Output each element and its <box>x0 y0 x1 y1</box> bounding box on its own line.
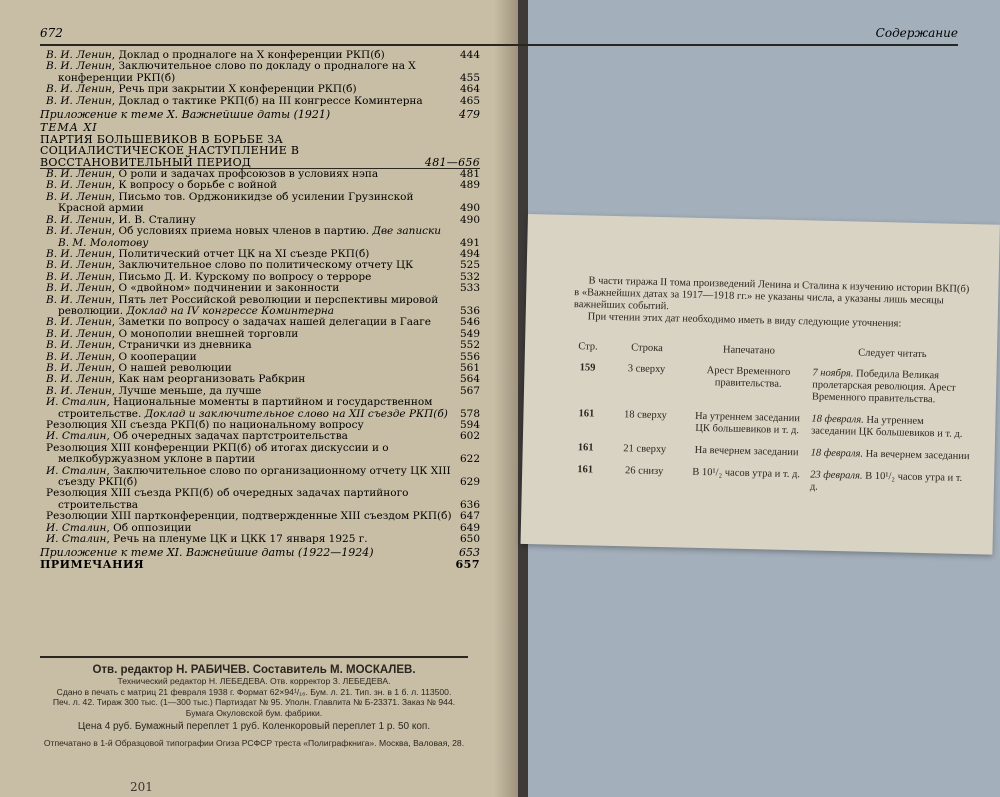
toc-author: В. И. Ленин <box>46 60 112 73</box>
toc-entry: В. И. Ленин, О нашей революции 561 <box>46 361 480 374</box>
toc-title: Об очередных задачах партстроительства <box>113 430 348 443</box>
toc-page: 464 <box>459 83 480 96</box>
toc-title: Резолюции XIII партконференции, подтвержденные XIII съездом РКП(б) <box>46 510 452 523</box>
colophon-price: Цена 4 руб. Бумажный переплет 1 руб. Коленкоровый переплет 1 р. 50 коп. <box>77 721 431 733</box>
toc-author: В. И. Ленин <box>46 94 112 107</box>
toc-author: В. И. Ленин <box>46 179 112 192</box>
errata-header-read: Следует читать <box>858 347 927 361</box>
errata-intro <box>574 275 975 332</box>
toc-author: И. Сталин <box>46 464 107 477</box>
toc-page: 629 <box>459 476 480 489</box>
toc-entry: В. И. Ленин, Об условиях приема новых членов в партию. Две записки В. М. Молотову 491 <box>46 225 480 249</box>
toc-page: 556 <box>459 350 480 363</box>
toc-author: В. И. Ленин <box>46 259 112 272</box>
toc-author: И. Сталин <box>46 396 107 409</box>
toc-title: О монополии внешней торговли <box>118 327 299 340</box>
bottom-page-number: 201 <box>130 780 153 794</box>
toc-title: Об оппозиции <box>113 521 192 534</box>
toc-notes: ПРИМЕЧАНИЯ <box>40 557 145 571</box>
toc-page: 481 <box>459 168 480 181</box>
toc-author: В. И. Ленин <box>46 225 112 238</box>
errata-read-text: На утреннем заседании ЦК большевиков и т. д. <box>811 414 963 440</box>
toc-title: О роли и задачах профсоюзов в условиях нэпа <box>118 168 379 181</box>
colophon-printer: Отпечатано в 1-й Образцовой типографии Огиза РСФСР треста «Полиграфкнига». Москва, Валовая, 28. <box>43 738 465 749</box>
running-title: Содержание <box>875 26 958 40</box>
toc-title: Заключительное слово по докладу о продналоге на X конференции РКП(б) <box>58 60 416 84</box>
toc-author: В. И. Ленин <box>46 270 112 283</box>
toc-entry: В. И. Ленин, Доклад о тактике РКП(б) на III конгрессе Коминтерна 465 <box>46 94 480 107</box>
toc-page: 561 <box>459 361 480 374</box>
toc-entry: В. И. Ленин, О роли и задачах профсоюзов в условиях нэпа 481 <box>46 168 480 181</box>
toc-author: В. И. Ленин <box>46 168 112 181</box>
toc-page: 525 <box>459 259 480 272</box>
toc-author: В. И. Ленин <box>46 49 112 61</box>
errata-read <box>808 464 972 502</box>
toc-page: 536 <box>459 304 480 317</box>
errata-rows <box>566 357 974 502</box>
toc-entry <box>40 488 480 511</box>
toc-subtitle: Две записки В. М. Молотову <box>58 225 442 249</box>
toc-author: В. И. Ленин <box>46 247 112 260</box>
errata-header-printed: Напечатано <box>722 344 776 357</box>
toc-entry: В. И. Ленин, Заметки по вопросу о задачах нашей делегации в Гааге 546 <box>46 316 480 329</box>
toc-entry: И. Сталин, Речь на пленуме ЦК и ЦКК 17 января 1925 г. 650 <box>46 533 480 546</box>
toc-entry: И. Сталин, Об очередных задачах партстроительства 602 <box>46 430 480 443</box>
toc-author: В. И. Ленин <box>46 293 112 306</box>
errata-header-page: Стр. <box>578 341 598 353</box>
toc-entry: В. И. Ленин, Письмо тов. Орджоникидзе об усилении Грузинской Красной армии 490 <box>46 190 480 215</box>
toc-title: Письмо тов. Орджоникидзе об усилении Грузинской Красной армии <box>58 190 414 215</box>
toc-page: 532 <box>459 270 480 283</box>
toc-page: 657 <box>455 557 480 571</box>
toc-entry: И. Сталин, Национальные моменты в партийном и государственном строительстве. Доклад и заключительное слово на XII съезде РКП(б) 578 <box>46 396 480 420</box>
toc-author: В. И. Ленин <box>46 373 112 386</box>
errata-page: 161 <box>577 442 594 454</box>
page-number: 672 <box>40 26 63 40</box>
toc-title: Речь на пленуме ЦК и ЦКК 17 января 1925 г. <box>113 533 368 546</box>
errata-read-text: На вечернем заседании <box>865 448 970 463</box>
toc-title: Резолюция XII съезда РКП(б) по национальному вопросу <box>46 419 364 431</box>
toc-author: В. И. Ленин <box>46 327 112 340</box>
toc-title: Письмо Д. И. Курскому по вопросу о терроре <box>118 270 372 283</box>
errata-line: 21 сверху <box>623 443 667 456</box>
errata-page: 161 <box>577 464 594 476</box>
toc-author: В. И. Ленин <box>46 213 112 226</box>
toc-author: И. Сталин <box>46 430 107 443</box>
toc-entry: В. И. Ленин, Политический отчет ЦК на XI съезде РКП(б) 494 <box>46 247 480 260</box>
errata-header-line: Строка <box>631 342 663 355</box>
errata-read <box>810 362 974 412</box>
toc-page: 647 <box>459 510 480 523</box>
toc-page: 622 <box>459 453 480 466</box>
toc-page: 564 <box>459 373 480 386</box>
toc-entry: В. И. Ленин, И. В. Сталину 490 <box>46 213 480 226</box>
colophon-paper: Бумага Окуловской бум. фабрики. <box>185 707 323 718</box>
toc-page: 546 <box>459 316 480 329</box>
toc-author: В. И. Ленин <box>46 282 112 295</box>
toc-title: Политический отчет ЦК на XI съезде РКП(б) <box>118 247 370 260</box>
toc-entry: В. И. Ленин, Речь при закрытии X конференции РКП(б) 464 <box>46 83 480 96</box>
errata-slip <box>521 214 1000 555</box>
toc-entry <box>40 559 480 570</box>
errata-page: 159 <box>579 362 596 374</box>
colophon <box>40 656 468 748</box>
errata-date: 18 февраля. <box>811 413 864 426</box>
colophon-tech: Технический редактор Н. ЛЕБЕДЕВА. Отв. корректор З. ЛЕБЕДЕВА. <box>117 676 391 686</box>
toc-author: В. И. Ленин <box>46 83 112 96</box>
toc-author: В. И. Ленин <box>46 350 112 363</box>
toc-topic-title: ПАРТИЯ БОЛЬШЕВИКОВ В БОРЬБЕ ЗА СОЦИАЛИСТИЧЕСКОЕ НАСТУПЛЕНИЕ В ВОССТАНОВИТЕЛЬНЫЙ ПЕРИОД <box>40 132 300 169</box>
toc-subtitle: Доклад и заключительное слово на XII съезде РКП(б) <box>144 407 448 420</box>
toc-title: Заключительное слово по политическому отчету ЦК <box>118 259 414 272</box>
toc-author: В. И. Ленин <box>46 361 112 374</box>
toc-title: О нашей революции <box>118 361 232 374</box>
toc-author: В. И. Ленин <box>46 339 112 352</box>
errata-instruction: При чтении этих дат необходимо иметь в виду следующие уточнения: <box>587 311 902 330</box>
errata-read-text: Победила Великая пролетарская революция. Арест Временного правительства. <box>811 368 956 406</box>
toc-entry: В. И. Ленин, О «двойном» подчинении и законности 533 <box>46 282 480 295</box>
toc-title: Доклад о продналоге на X конференции РКП(б) <box>118 49 385 61</box>
toc-title: Странички из дневника <box>118 339 252 352</box>
toc-title: Об условиях приема новых членов в партию. <box>118 225 370 238</box>
errata-date: 18 февраля. <box>810 447 864 460</box>
toc-entry <box>40 109 480 120</box>
table-of-contents <box>40 50 480 570</box>
toc-title: Речь при закрытии X конференции РКП(б) <box>118 83 357 96</box>
toc-page: 552 <box>459 339 480 352</box>
toc-page: 490 <box>459 202 480 215</box>
errata-intro-text: В части тиража II тома произведений Ленина и Сталина к изучению истории ВКП(б) в «Важнейших датах за 1917—1918 гг.» не указаны числа, а указаны лишь месяцы важнейших событий. <box>573 275 970 313</box>
toc-entry: В. И. Ленин, Доклад о продналоге на X конференции РКП(б) 444 <box>46 49 480 61</box>
toc-page: 533 <box>459 282 480 295</box>
errata-line: 3 сверху <box>627 363 666 376</box>
toc-title: Заключительное слово по организационному отчету ЦК XIII съезду РКП(б) <box>58 464 451 489</box>
colophon-editors: Отв. редактор Н. РАБИЧЕВ. Составитель М. МОСКАЛЕВ. <box>92 664 416 676</box>
toc-page: 479 <box>459 108 480 122</box>
toc-page: 653 <box>459 546 480 560</box>
toc-page: 481—656 <box>424 155 480 169</box>
toc-title: Резолюция XIII съезда РКП(б) об очередных задачах партийного строительства <box>46 487 409 511</box>
toc-title: О «двойном» подчинении и законности <box>118 282 340 295</box>
errata-printed: На вечернем заседании <box>694 444 799 459</box>
toc-page: 494 <box>459 247 480 260</box>
toc-page: 455 <box>459 71 480 84</box>
toc-entry: В. И. Ленин, К вопросу о борьбе с войной 489 <box>46 179 480 192</box>
toc-subtitle: Доклад на IV конгрессе Коминтерна <box>126 304 335 317</box>
toc-page: 490 <box>459 213 480 226</box>
toc-topic: ТЕМА XI <box>40 121 98 135</box>
errata-read-text: В 10¹/₂ часов утра и т. д. <box>809 470 963 493</box>
toc-title: И. В. Сталину <box>118 213 196 226</box>
errata-page: 161 <box>578 408 595 420</box>
toc-section: Приложение к теме X. Важнейшие даты (1921) <box>40 108 331 122</box>
toc-page: 649 <box>459 521 480 534</box>
toc-title: О кооперации <box>118 350 197 363</box>
toc-title: Доклад о тактике РКП(б) на III конгрессе Коминтерна <box>118 94 423 107</box>
toc-entry: В. И. Ленин, О кооперации 556 <box>46 350 480 363</box>
toc-page: 650 <box>459 533 480 546</box>
toc-entry: В. И. Ленин, Странички из дневника 552 <box>46 339 480 352</box>
toc-entry: И. Сталин, Заключительное слово по организационному отчету ЦК XIII съезду РКП(б) 629 <box>46 464 480 489</box>
errata-date: 7 ноября. <box>812 367 854 380</box>
colophon-print-2: Печ. л. 42. Тираж 300 тыс. (1—300 тыс.) Партиздат № 95. Уполн. Главлита № Б-23371. Заказ № 944. <box>52 697 456 708</box>
page-header <box>40 22 958 46</box>
toc-entry: В. И. Ленин, Заключительное слово по политическому отчету ЦК 525 <box>46 259 480 272</box>
toc-author: В. И. Ленин <box>46 190 112 203</box>
errata-printed: На утреннем заседании ЦК большевиков и т. д. <box>694 410 801 437</box>
toc-title: Национальные моменты в партийном и государственном строительстве. <box>58 396 433 420</box>
errata-line: 18 сверху <box>623 409 667 422</box>
toc-entry: В. И. Ленин, Пять лет Российской революции и перспективы мировой революции. Доклад на IV конгрессе Коминтерна 536 <box>46 293 480 317</box>
toc-page: 444 <box>459 49 480 61</box>
toc-title: Заметки по вопросу о задачах нашей делегации в Гааге <box>118 316 431 329</box>
toc-page: 489 <box>459 179 480 192</box>
toc-author: В. И. Ленин <box>46 384 112 397</box>
errata-date: 23 февраля. <box>810 469 863 482</box>
toc-page: 636 <box>459 498 480 511</box>
toc-page: 549 <box>459 327 480 340</box>
errata-printed: В 10¹/₂ часов утра и т. д. <box>692 466 801 481</box>
toc-entry: В. И. Ленин, Письмо Д. И. Курскому по вопросу о терроре 532 <box>46 270 480 283</box>
errata-printed: Арест Временного правительства. <box>706 365 791 390</box>
toc-entry <box>40 134 480 169</box>
toc-page: 465 <box>459 94 480 107</box>
toc-entry: В. И. Ленин, Заключительное слово по докладу о продналоге на X конференции РКП(б) 455 <box>46 60 480 84</box>
toc-entry: В. И. Ленин, О монополии внешней торговли 549 <box>46 327 480 340</box>
toc-title: Пять лет Российской революции и перспективы мировой революции. <box>58 293 439 317</box>
toc-entry: В. И. Ленин, Как нам реорганизовать Рабкрин 564 <box>46 373 480 386</box>
toc-entry <box>40 443 480 466</box>
toc-section: Приложение к теме XI. Важнейшие даты (1922—1924) <box>40 546 374 560</box>
toc-title: Как нам реорганизовать Рабкрин <box>118 373 306 386</box>
toc-title: К вопросу о борьбе с войной <box>118 179 277 192</box>
toc-entry: В. И. Ленин, Лучше меньше, да лучше 567 <box>46 384 480 397</box>
toc-entry: И. Сталин, Об оппозиции 649 <box>46 521 480 534</box>
toc-author: И. Сталин <box>46 533 107 546</box>
errata-line: 26 снизу <box>624 465 664 478</box>
toc-author: В. И. Ленин <box>46 316 112 329</box>
toc-title: Лучше меньше, да лучше <box>118 384 262 397</box>
toc-page: 578 <box>459 407 480 420</box>
toc-author: И. Сталин <box>46 521 107 534</box>
colophon-print-1: Сдано в печать с матриц 21 февраля 1938 г. Формат 62×94¹/₁₆. Бум. л. 21. Тип. зн. в 1 б. л. 113500. <box>56 686 452 697</box>
errata-read <box>809 408 973 446</box>
toc-page: 567 <box>459 384 480 397</box>
toc-page: 602 <box>459 430 480 443</box>
toc-title: Резолюция XIII конференции РКП(б) об итогах дискуссии и о мелкобуржуазном уклоне в партии <box>46 441 389 466</box>
toc-page: 594 <box>459 419 480 431</box>
toc-page: 491 <box>459 236 480 249</box>
errata-table <box>566 337 974 502</box>
